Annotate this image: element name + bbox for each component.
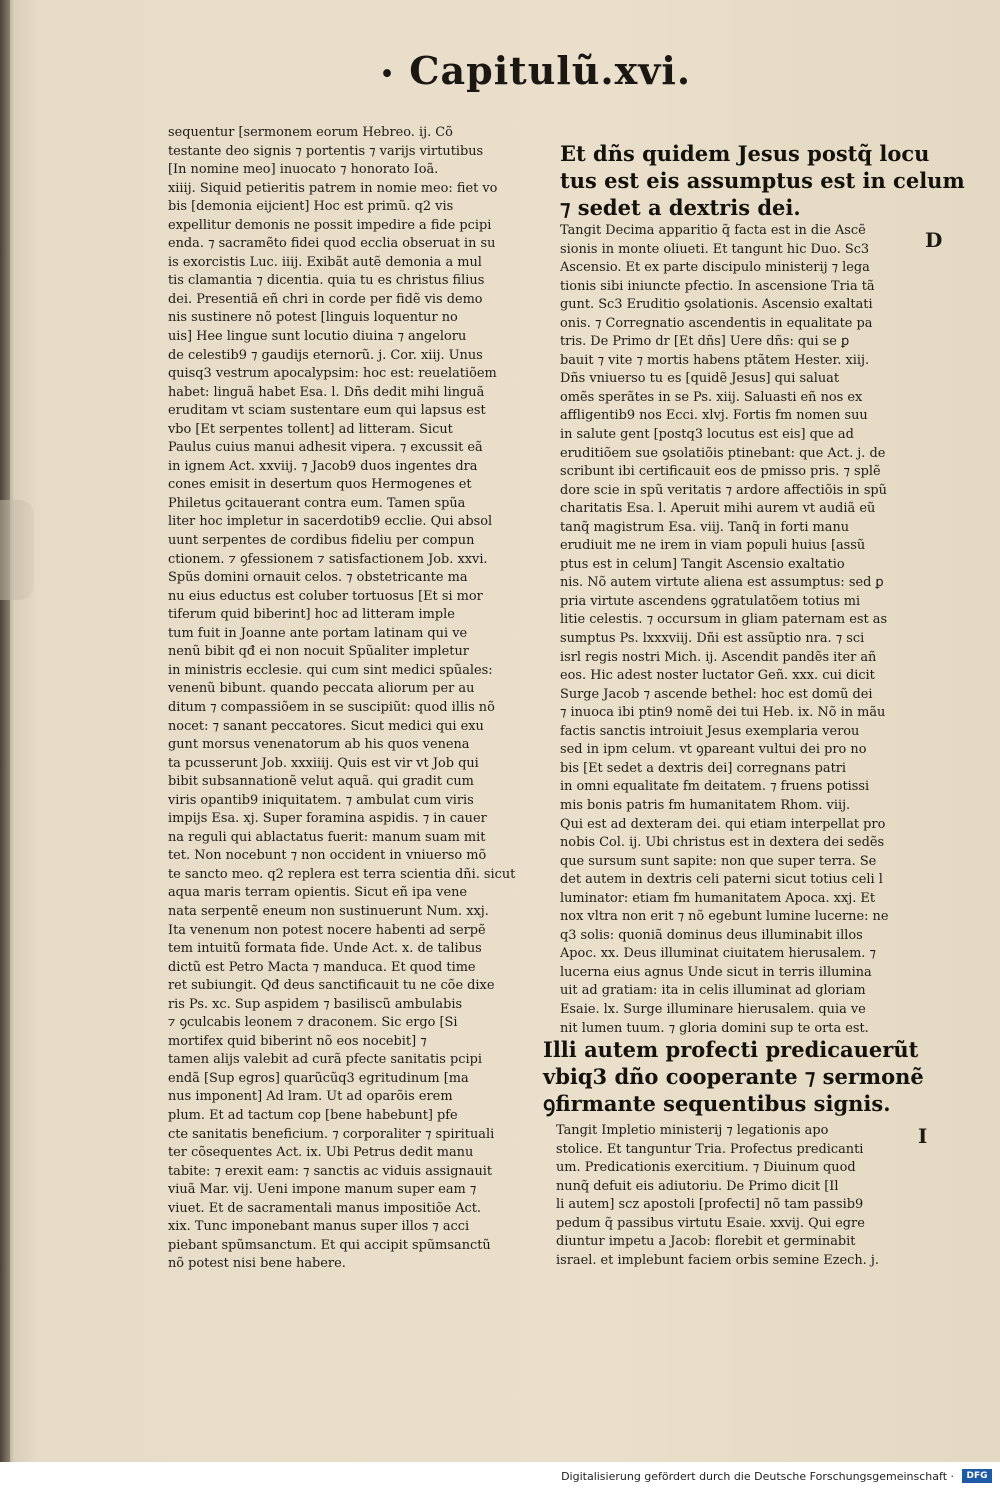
- lemma-line: Illi autem profecti predicauerũt: [543, 1037, 919, 1062]
- text-line: ⁊ ꝯculcabis leonem ⁊ draconem. Sic ergo [Si: [168, 1015, 458, 1031]
- text-line: in salute gent [postq3 locutus est eis] que ad: [560, 427, 854, 443]
- text-line: Dñs vniuerso tu es [quidẽ Jesus] qui saluat: [560, 371, 840, 387]
- text-line: scribunt ibi certificauit eos de pmisso pris. ⁊ splẽ: [560, 464, 881, 480]
- text-line: tis clamantia ⁊ dicentia. quia tu es christus filius: [168, 273, 485, 289]
- text-line: nocet: ⁊ sanant peccatores. Sicut medici qui exu: [168, 718, 484, 734]
- text-line: nõ potest nisi bene habere.: [168, 1256, 346, 1272]
- text-line: erudiuit me ne irem in viam populi huius [assũ: [560, 538, 866, 554]
- text-line: ret subiungit. Qđ deus sanctificauit tu ne cõe dixe: [168, 978, 495, 994]
- book-spine-edge: [0, 0, 10, 1462]
- text-line: dei. Presentiã eñ chri in corde per fidẽ vis demo: [168, 291, 483, 307]
- text-line: israel. et implebunt faciem orbis semine Ezech. j.: [556, 1252, 879, 1268]
- text-line: Tangit Decima apparitio q̃ facta est in die Ascẽ: [560, 223, 866, 238]
- text-line: nobis Col. ij. Ubi christus est in dextera dei sedẽs: [560, 835, 885, 851]
- right-lemma-heading-1: [560, 140, 965, 221]
- right-commentary-2: [556, 1122, 916, 1270]
- text-line: expellitur demonis ne possit impedire a fide pcipi: [168, 217, 492, 233]
- text-line: factis sanctis introiuit Jesus exemplaria verou: [560, 723, 860, 739]
- text-line: in omni equalitate fm deitatem. ⁊ fruens potissi: [560, 779, 870, 795]
- text-line: cte sanitatis beneficium. ⁊ corporaliter ⁊ spirituali: [168, 1126, 495, 1142]
- text-line: Esaie. lx. Surge illuminare hierusalem. quia ve: [560, 1001, 866, 1017]
- text-line: nis sustinere nõ potest [linguis loquentur no: [168, 310, 458, 326]
- text-line: Ascensio. Et ex parte discipulo ministerij ⁊ lega: [560, 260, 870, 276]
- text-line: nata serpentẽ eneum non sustinuerunt Num. xxj.: [168, 903, 489, 919]
- text-line: vbo [Et serpentes tollent] ad litteram. Sicut: [168, 421, 453, 437]
- text-line: nis. Nõ autem virtute aliena est assumptus: sed ꝑ: [560, 575, 884, 591]
- text-line: de celestib9 ⁊ gaudijs eternorũ. j. Cor. xiij. Unus: [168, 347, 483, 363]
- text-line: pedum q̃ passibus virtutu Esaie. xxvij. Qui egre: [556, 1215, 865, 1231]
- text-line: Qui est ad dexteram dei. qui etiam interpellat pro: [560, 816, 886, 832]
- text-line: na reguli qui ablactatus fuerit: manum suam mit: [168, 829, 486, 845]
- text-line: charitatis Esa. l. Aperuit mihi aurem vt audiã eũ: [560, 501, 876, 517]
- text-line: ris Ps. xc. Sup aspidem ⁊ basiliscũ ambulabis: [168, 996, 463, 1012]
- text-line: [In nomine meo] inuocato ⁊ honorato Ioã.: [168, 162, 439, 178]
- text-line: um. Predicationis exercitium. ⁊ Diuinum quod: [556, 1160, 856, 1176]
- text-line: xix. Tunc imponebant manus super illos ⁊ acci: [168, 1219, 470, 1235]
- text-line: nu eius eductus est coluber tortuosus [Et si mor: [168, 588, 483, 604]
- footer-bar: [0, 1462, 1000, 1492]
- text-line: Apoc. xx. Deus illuminat ciuitatem hierusalem. ⁊: [560, 946, 876, 962]
- text-line: diuntur impetu a Jacob: florebit et germinabit: [556, 1234, 856, 1250]
- text-line: det autem in dextris celi paterni sicut totius celi l: [560, 872, 883, 888]
- text-line: ctionem. ⁊ ꝯfessionem ⁊ satisfactionem Job. xxvi.: [168, 551, 488, 567]
- text-line: bauit ⁊ vite ⁊ mortis habens ptãtem Hester. xiij.: [560, 352, 870, 368]
- right-lemma-heading-2: [543, 1036, 924, 1117]
- text-line: eruditam vt sciam sustentare eum qui lapsus est: [168, 403, 486, 419]
- text-line: ta pcusserunt Job. xxxiiij. Quis est vir vt Job qui: [168, 755, 479, 771]
- lemma-line: ⁊ sedet a dextris dei.: [560, 195, 801, 220]
- text-line: omẽs sperãtes in se Ps. xiij. Saluasti eñ nos ex: [560, 389, 863, 405]
- text-line: luminator: etiam fm humanitatem Apoca. xxj. Et: [560, 890, 876, 906]
- text-line: Paulus cuius manui adhesit vipera. ⁊ excussit eã: [168, 440, 483, 456]
- text-line: endã [Sup egros] quarũcũq3 egritudinum [ma: [168, 1070, 469, 1086]
- text-line: sumptus Ps. lxxxviij. Dñi est assũptio nra. ⁊ sci: [560, 631, 865, 647]
- text-line: testante deo signis ⁊ portentis ⁊ varijs virtutibus: [168, 143, 484, 159]
- text-line: mis bonis patris fm humanitatem Rhom. viij.: [560, 797, 851, 813]
- text-line: sed in ipm celum. vt ꝯpareant vultui dei pro no: [560, 742, 867, 758]
- text-line: stolice. Et tanguntur Tria. Profectus predicanti: [556, 1141, 864, 1157]
- text-line: in ministris ecclesie. qui cum sint medici spũales:: [168, 662, 493, 678]
- text-line: tionis sibi iniuncte pfectio. In ascensione Tria tã: [560, 278, 875, 294]
- text-line: venenũ bibunt. quando peccata aliorum per au: [168, 681, 475, 697]
- text-line: sequentur [sermonem eorum Hebreo. ij. Cõ: [168, 125, 453, 140]
- text-line: pria virtute ascendens ꝯgratulatõem totius mi: [560, 593, 861, 609]
- text-line: dictũ est Petro Macta ⁊ manduca. Et quod time: [168, 959, 476, 975]
- text-line: ter cõsequentes Act. ix. Ubi Petrus dedit manu: [168, 1145, 474, 1161]
- right-commentary-1: [560, 222, 916, 1038]
- text-line: enda. ⁊ sacramẽto fidei quod ecclia obseruat in su: [168, 236, 496, 252]
- chapter-heading: • Capitulũ.xvi.: [380, 48, 692, 93]
- text-line: isrl regis nostri Mich. ij. Ascendit pandẽs iter añ: [560, 649, 877, 665]
- text-line: eruditiõem sue ꝯsolatiõis ptinebant: que Act. j. de: [560, 445, 886, 461]
- marginal-initial-i: I: [918, 1124, 928, 1148]
- text-line: aqua maris terram opientis. Sicut eñ ipa vene: [168, 885, 468, 901]
- text-line: viuã Mar. vij. Ueni impone manum super eam ⁊: [168, 1182, 477, 1198]
- left-text-column: [168, 124, 520, 1274]
- text-line: ptus est in celum] Tangit Ascensio exaltatio: [560, 556, 845, 572]
- text-line: Surge Jacob ⁊ ascende bethel: hoc est domũ dei: [560, 686, 873, 702]
- text-line: uis] Hee lingue sunt locutio diuina ⁊ angeloru: [168, 329, 467, 345]
- text-line: tabite: ⁊ erexit eam: ⁊ sanctis ac viduis assignauit: [168, 1163, 493, 1179]
- text-line: impijs Esa. xj. Super foramina aspidis. ⁊ in cauer: [168, 811, 487, 827]
- text-line: quisq3 vestrum apocalypsim: hoc est: reuelatiõem: [168, 366, 497, 382]
- text-line: bis [Et sedet a dextris dei] corregnans patri: [560, 760, 847, 776]
- text-line: uit ad gratiam: ita in celis illuminat ad gloriam: [560, 983, 866, 999]
- text-line: cones emisit in desertum quos Hermogenes et: [168, 477, 472, 493]
- text-line: nit lumen tuum. ⁊ gloria domini sup te orta est.: [560, 1020, 869, 1036]
- text-line: q3 solis: quoniã dominus deus illuminabit illos: [560, 927, 863, 943]
- text-line: uunt serpentes de cordibus fideliu per compun: [168, 533, 475, 549]
- text-line: tamen alijs valebit ad curã pfecte sanitatis pcipi: [168, 1052, 482, 1068]
- text-line: affligentib9 nos Ecci. xlvj. Fortis fm nomen suu: [560, 408, 868, 424]
- text-line: li autem] scz apostoli [profecti] nõ tam passib9: [556, 1197, 864, 1213]
- text-line: tanq̃ magistrum Esa. viij. Tanq̃ in forti manu: [560, 519, 850, 535]
- text-line: sionis in monte oliueti. Et tangunt hic Duo. Sc3: [560, 241, 870, 257]
- marginal-initial-d: D: [925, 228, 943, 252]
- text-line: Tangit Impletio ministerij ⁊ legationis apo: [556, 1123, 829, 1138]
- text-line: tet. Non nocebunt ⁊ non occident in vniuerso mõ: [168, 848, 487, 864]
- text-line: piebant spũmsanctum. Et qui accipit spũmsanctũ: [168, 1237, 491, 1253]
- text-line: nox vltra non erit ⁊ nõ egebunt lumine lucerne: ne: [560, 909, 889, 925]
- text-line: is exorcistis Luc. iiij. Exibãt autẽ demonia a mul: [168, 254, 482, 270]
- lemma-line: tus est eis assumptus est in celum: [560, 168, 965, 193]
- text-line: gunt morsus venenatorum ab his quos venena: [168, 737, 470, 753]
- text-line: liter hoc impletur in sacerdotib9 ecclie. Qui absol: [168, 514, 493, 530]
- text-line: litie celestis. ⁊ occursum in gliam paternam est as: [560, 612, 888, 628]
- text-line: plum. Et ad tactum cop [bene habebunt] pfe: [168, 1107, 458, 1123]
- text-line: tem intuitũ formata fide. Unde Act. x. de talibus: [168, 941, 482, 957]
- text-line: bis [demonia eijcient] Hoc est primũ. q2 vis: [168, 199, 454, 215]
- text-line: gunt. Sc3 Eruditio ꝯsolationis. Ascensio exaltati: [560, 297, 873, 313]
- text-line: tiferum quid biberint] hoc ad litteram imple: [168, 607, 455, 623]
- lemma-line: vbiq3 dño cooperante ⁊ sermonẽ: [543, 1064, 924, 1089]
- text-line: te sancto meo. q2 replera est terra scientia dñi. sicut: [168, 866, 516, 882]
- lemma-line: Et dñs quidem Jesus postq̃ locu: [560, 141, 930, 166]
- text-line: eos. Hic adest noster luctator Geñ. xxx. cui dicit: [560, 668, 875, 684]
- text-line: viris opantib9 iniquitatem. ⁊ ambulat cum viris: [168, 792, 474, 808]
- dfg-logo: DFG: [962, 1469, 992, 1483]
- lemma-line: ꝯfirmante sequentibus signis.: [543, 1091, 891, 1116]
- text-line: ditum ⁊ compassiõem in se suscipiũt: quod illis nõ: [168, 699, 495, 715]
- text-line: in ignem Act. xxviij. ⁊ Jacob9 duos ingentes dra: [168, 458, 478, 474]
- text-line: nunq̃ defuit eis adiutoriu. De Primo dicit [Il: [556, 1178, 839, 1194]
- text-line: ⁊ inuoca ibi ptin9 nomẽ dei tui Heb. ix. Nõ in mãu: [560, 705, 886, 721]
- text-line: mortifex quid biberint nõ eos nocebit] ⁊: [168, 1033, 427, 1049]
- text-line: Ita venenum non potest nocere habenti ad serpẽ: [168, 922, 486, 938]
- text-line: nenũ bibit qđ ei non nocuit Spũaliter impletur: [168, 644, 469, 660]
- funding-credit: Digitalisierung gefördert durch die Deutsche Forschungsgemeinschaft ·: [561, 1470, 954, 1483]
- text-line: habet: linguã habet Esa. l. Dñs dedit mihi linguã: [168, 384, 485, 400]
- text-line: tris. De Primo dr [Et dñs] Uere dñs: qui se ꝑ: [560, 334, 850, 350]
- text-line: bibit subsannationẽ velut aquã. qui gradit cum: [168, 774, 474, 790]
- text-line: nus imponent] Ad lram. Ut ad oparõis erem: [168, 1089, 453, 1105]
- text-line: Spũs domini ornauit celos. ⁊ obstetricante ma: [168, 570, 468, 586]
- paper-clip-shadow: [0, 500, 34, 600]
- text-line: xiiij. Siquid petieritis patrem in nomie meo: fiet vo: [168, 180, 498, 196]
- text-line: dore scie in spũ veritatis ⁊ ardore affectiõis in spũ: [560, 482, 887, 498]
- text-line: onis. ⁊ Corregnatio ascendentis in equalitate pa: [560, 315, 873, 331]
- text-line: viuet. Et de sacramentali manus impositiõe Act.: [168, 1200, 482, 1216]
- text-line: tum fuit in Joanne ante portam latinam qui ve: [168, 625, 468, 641]
- text-line: Philetus ꝯcitauerant contra eum. Tamen spũa: [168, 495, 466, 511]
- text-line: lucerna eius agnus Unde sicut in terris illumina: [560, 964, 872, 980]
- text-line: que sursum sunt sapite: non que super terra. Se: [560, 853, 877, 869]
- chapter-heading-text: Capitulũ.xvi.: [409, 48, 692, 93]
